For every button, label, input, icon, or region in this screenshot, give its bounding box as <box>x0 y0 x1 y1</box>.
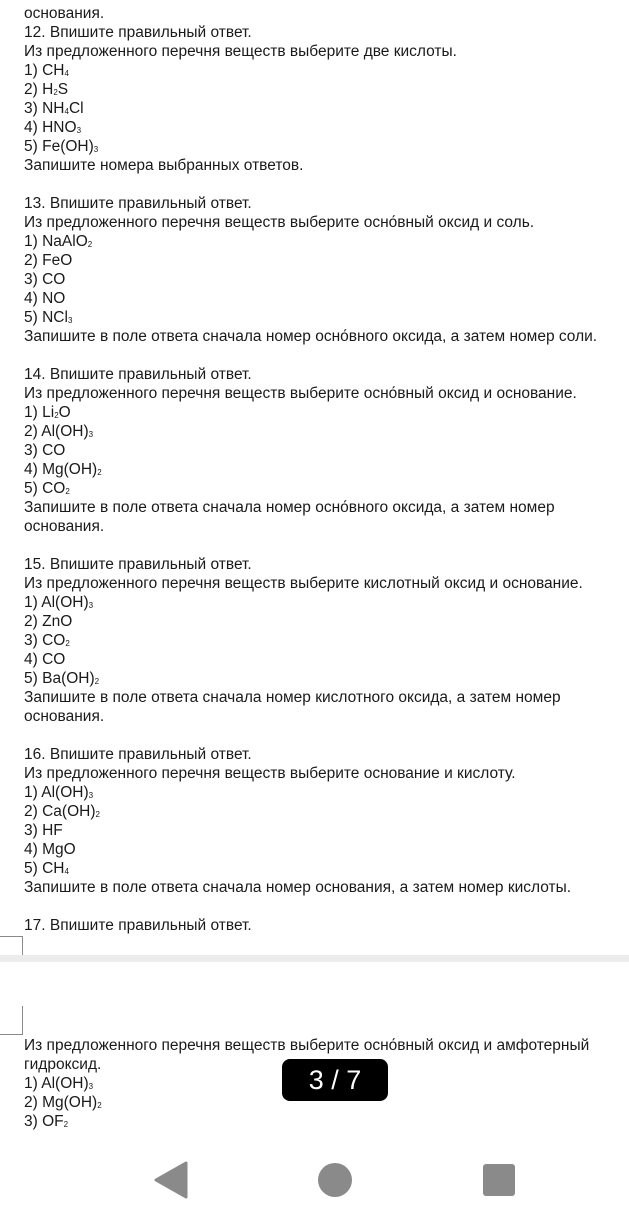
formula-subscript: 2 <box>97 468 102 477</box>
formula-text: Fe(OH) <box>42 138 94 155</box>
option-item <box>24 137 625 156</box>
formula-text: CO <box>42 651 66 668</box>
formula-text: CO <box>42 271 66 288</box>
question-header: 13. Впишите правильный ответ. <box>24 195 252 212</box>
option-item <box>24 422 625 441</box>
formula-subscript: 2 <box>65 487 70 496</box>
formula-text: Mg(OH) <box>42 461 98 478</box>
formula-subscript: 3 <box>88 430 94 439</box>
option-number: 5) <box>24 309 38 326</box>
formula-text: Ca(OH) <box>42 803 96 820</box>
formula-text: ZnO <box>42 613 73 630</box>
formula-text: HF <box>42 822 63 839</box>
option-number: 3) <box>24 271 38 288</box>
question-16 <box>24 745 625 916</box>
question-instruction: Запишите в поле ответа сначала номер осно́вного оксида, а затем номер основания. <box>24 499 555 535</box>
option-item <box>24 631 625 650</box>
option-number: 1) <box>24 233 38 250</box>
question-gap <box>24 536 625 555</box>
formula-text: CO <box>42 632 66 649</box>
home-circle-icon[interactable] <box>315 1160 355 1200</box>
page-separator <box>0 955 629 962</box>
formula-text: S <box>57 81 69 98</box>
formula-text: Al(OH) <box>41 784 89 801</box>
question-instruction: Запишите номера выбранных ответов. <box>24 157 304 174</box>
option-item <box>24 289 625 308</box>
formula-text: Al(OH) <box>41 594 89 611</box>
formula-text: NaAlO <box>42 233 88 250</box>
formula-subscript: 2 <box>63 1120 69 1129</box>
question-gap <box>24 175 625 194</box>
question-header: 16. Впишите правильный ответ. <box>24 746 252 763</box>
formula-subscript: 4 <box>64 867 69 876</box>
option-number: 2) <box>24 613 38 630</box>
question-prompt: Из предложенного перечня веществ выберите кислотный оксид и основание. <box>24 575 583 592</box>
option-item <box>24 460 625 479</box>
page-indicator: 3 / 7 <box>282 1059 388 1101</box>
option-item <box>24 821 625 840</box>
option-item <box>24 593 625 612</box>
option-item <box>24 232 625 251</box>
formula-text: CH <box>42 860 65 877</box>
option-item <box>24 669 625 688</box>
option-item <box>24 308 625 327</box>
option-number: 4) <box>24 841 38 858</box>
formula-subscript: 4 <box>64 69 69 78</box>
question-instruction: Запишите в поле ответа сначала номер кислотного оксида, а затем номер основания. <box>24 689 561 725</box>
back-triangle-icon[interactable] <box>152 1160 192 1200</box>
option-number: 2) <box>24 81 38 98</box>
option-item <box>24 859 625 878</box>
formula-subscript: 3 <box>88 601 94 610</box>
option-number: 4) <box>24 461 38 478</box>
question-13 <box>24 194 625 365</box>
option-number: 3) <box>24 442 38 459</box>
question-prompt: Из предложенного перечня веществ выберите основание и кислоту. <box>24 765 516 782</box>
question-gap <box>24 346 625 365</box>
options-list <box>24 593 625 688</box>
option-number: 3) <box>24 632 38 649</box>
option-item <box>24 118 625 137</box>
option-item <box>24 650 625 669</box>
formula-subscript: 3 <box>76 126 82 135</box>
formula-subscript: 2 <box>54 411 59 420</box>
option-item <box>24 80 625 99</box>
option-item <box>24 783 625 802</box>
option-number: 1) <box>24 784 38 801</box>
formula-subscript: 3 <box>88 791 94 800</box>
options-list <box>24 783 625 878</box>
formula-text: NH <box>42 100 65 117</box>
formula-text: Al(OH) <box>41 1075 89 1092</box>
formula-subscript: 4 <box>64 107 69 116</box>
formula-text: Li <box>42 404 55 421</box>
formula-subscript: 2 <box>94 677 100 686</box>
option-item <box>24 251 625 270</box>
option-item <box>24 403 625 422</box>
question-gap <box>24 726 625 745</box>
formula-subscript: 3 <box>88 1082 94 1091</box>
option-number: 1) <box>24 1075 38 1092</box>
question-14 <box>24 365 625 555</box>
question-header: 14. Впишите правильный ответ. <box>24 366 252 383</box>
formula-text: NCl <box>42 309 68 326</box>
question-12 <box>24 23 625 194</box>
formula-subscript: 2 <box>65 639 70 648</box>
formula-subscript: 3 <box>93 145 99 154</box>
page-text <box>24 4 625 935</box>
option-number: 4) <box>24 651 38 668</box>
options-list <box>24 232 625 327</box>
formula-text: Cl <box>68 100 84 117</box>
option-item <box>24 802 625 821</box>
question-header: 12. Впишите правильный ответ. <box>24 24 252 41</box>
formula-text: Mg(OH) <box>42 1094 98 1111</box>
option-number: 1) <box>24 62 38 79</box>
option-item <box>24 441 625 460</box>
question-17-header: 17. Впишите правильный ответ. <box>24 917 252 934</box>
option-item <box>24 99 625 118</box>
formula-text: CO <box>42 480 66 497</box>
formula-text: Ba(OH) <box>42 670 95 687</box>
recents-square-icon[interactable] <box>480 1160 520 1200</box>
option-number: 3) <box>24 1113 38 1130</box>
option-number: 5) <box>24 860 38 877</box>
question-prompt: Из предложенного перечня веществ выберите две кислоты. <box>24 43 457 60</box>
option-number: 3) <box>24 822 38 839</box>
question-gap <box>24 897 625 916</box>
formula-text: OF <box>42 1113 64 1130</box>
option-number: 2) <box>24 803 38 820</box>
formula-subscript: 3 <box>67 316 73 325</box>
question-instruction: Запишите в поле ответа сначала номер осно́вного оксида, а затем номер соли. <box>24 328 598 345</box>
option-number: 4) <box>24 119 38 136</box>
option-number: 5) <box>24 138 38 155</box>
option-item <box>24 840 625 859</box>
question-17-prompt: Из предложенного перечня веществ выберите осно́вный оксид и амфотерный гидроксид. <box>24 1037 590 1073</box>
option-number: 1) <box>24 404 38 421</box>
formula-text: H <box>42 81 54 98</box>
formula-text: Al(OH) <box>41 423 89 440</box>
option-number: 5) <box>24 480 38 497</box>
formula-subscript: 2 <box>87 240 93 249</box>
answer-box-mark <box>0 936 23 955</box>
options-list <box>24 403 625 498</box>
question-prompt: Из предложенного перечня веществ выберите осно́вный оксид и соль. <box>24 214 535 231</box>
formula-text: HNO <box>42 119 77 136</box>
formula-subscript: 2 <box>95 810 100 819</box>
option-item <box>24 270 625 289</box>
option-number: 4) <box>24 290 38 307</box>
option-item <box>24 61 625 80</box>
option-number: 3) <box>24 100 38 117</box>
questions-list <box>24 23 625 916</box>
option-number: 2) <box>24 1094 38 1111</box>
answer-box-mark <box>0 1006 23 1035</box>
formula-text: FeO <box>42 252 73 269</box>
formula-subscript: 2 <box>53 88 58 97</box>
options-list <box>24 61 625 156</box>
formula-text: NO <box>42 290 66 307</box>
question-header: 15. Впишите правильный ответ. <box>24 556 252 573</box>
formula-text: MgO <box>42 841 76 858</box>
option-item <box>24 612 625 631</box>
option-number: 2) <box>24 252 38 269</box>
formula-text: O <box>58 404 71 421</box>
option-number: 2) <box>24 423 38 440</box>
question-prompt: Из предложенного перечня веществ выберите осно́вный оксид и основание. <box>24 385 577 402</box>
option-item <box>24 1112 611 1131</box>
option-number: 1) <box>24 594 38 611</box>
question-15 <box>24 555 625 745</box>
option-number: 5) <box>24 670 38 687</box>
option-item <box>24 479 625 498</box>
formula-text: CH <box>42 62 65 79</box>
android-nav-bar <box>0 1140 629 1227</box>
question-instruction: Запишите в поле ответа сначала номер основания, а затем номер кислоты. <box>24 879 572 896</box>
formula-subscript: 2 <box>97 1101 102 1110</box>
cut-off-line: основания. <box>24 5 105 22</box>
formula-text: CO <box>42 442 66 459</box>
